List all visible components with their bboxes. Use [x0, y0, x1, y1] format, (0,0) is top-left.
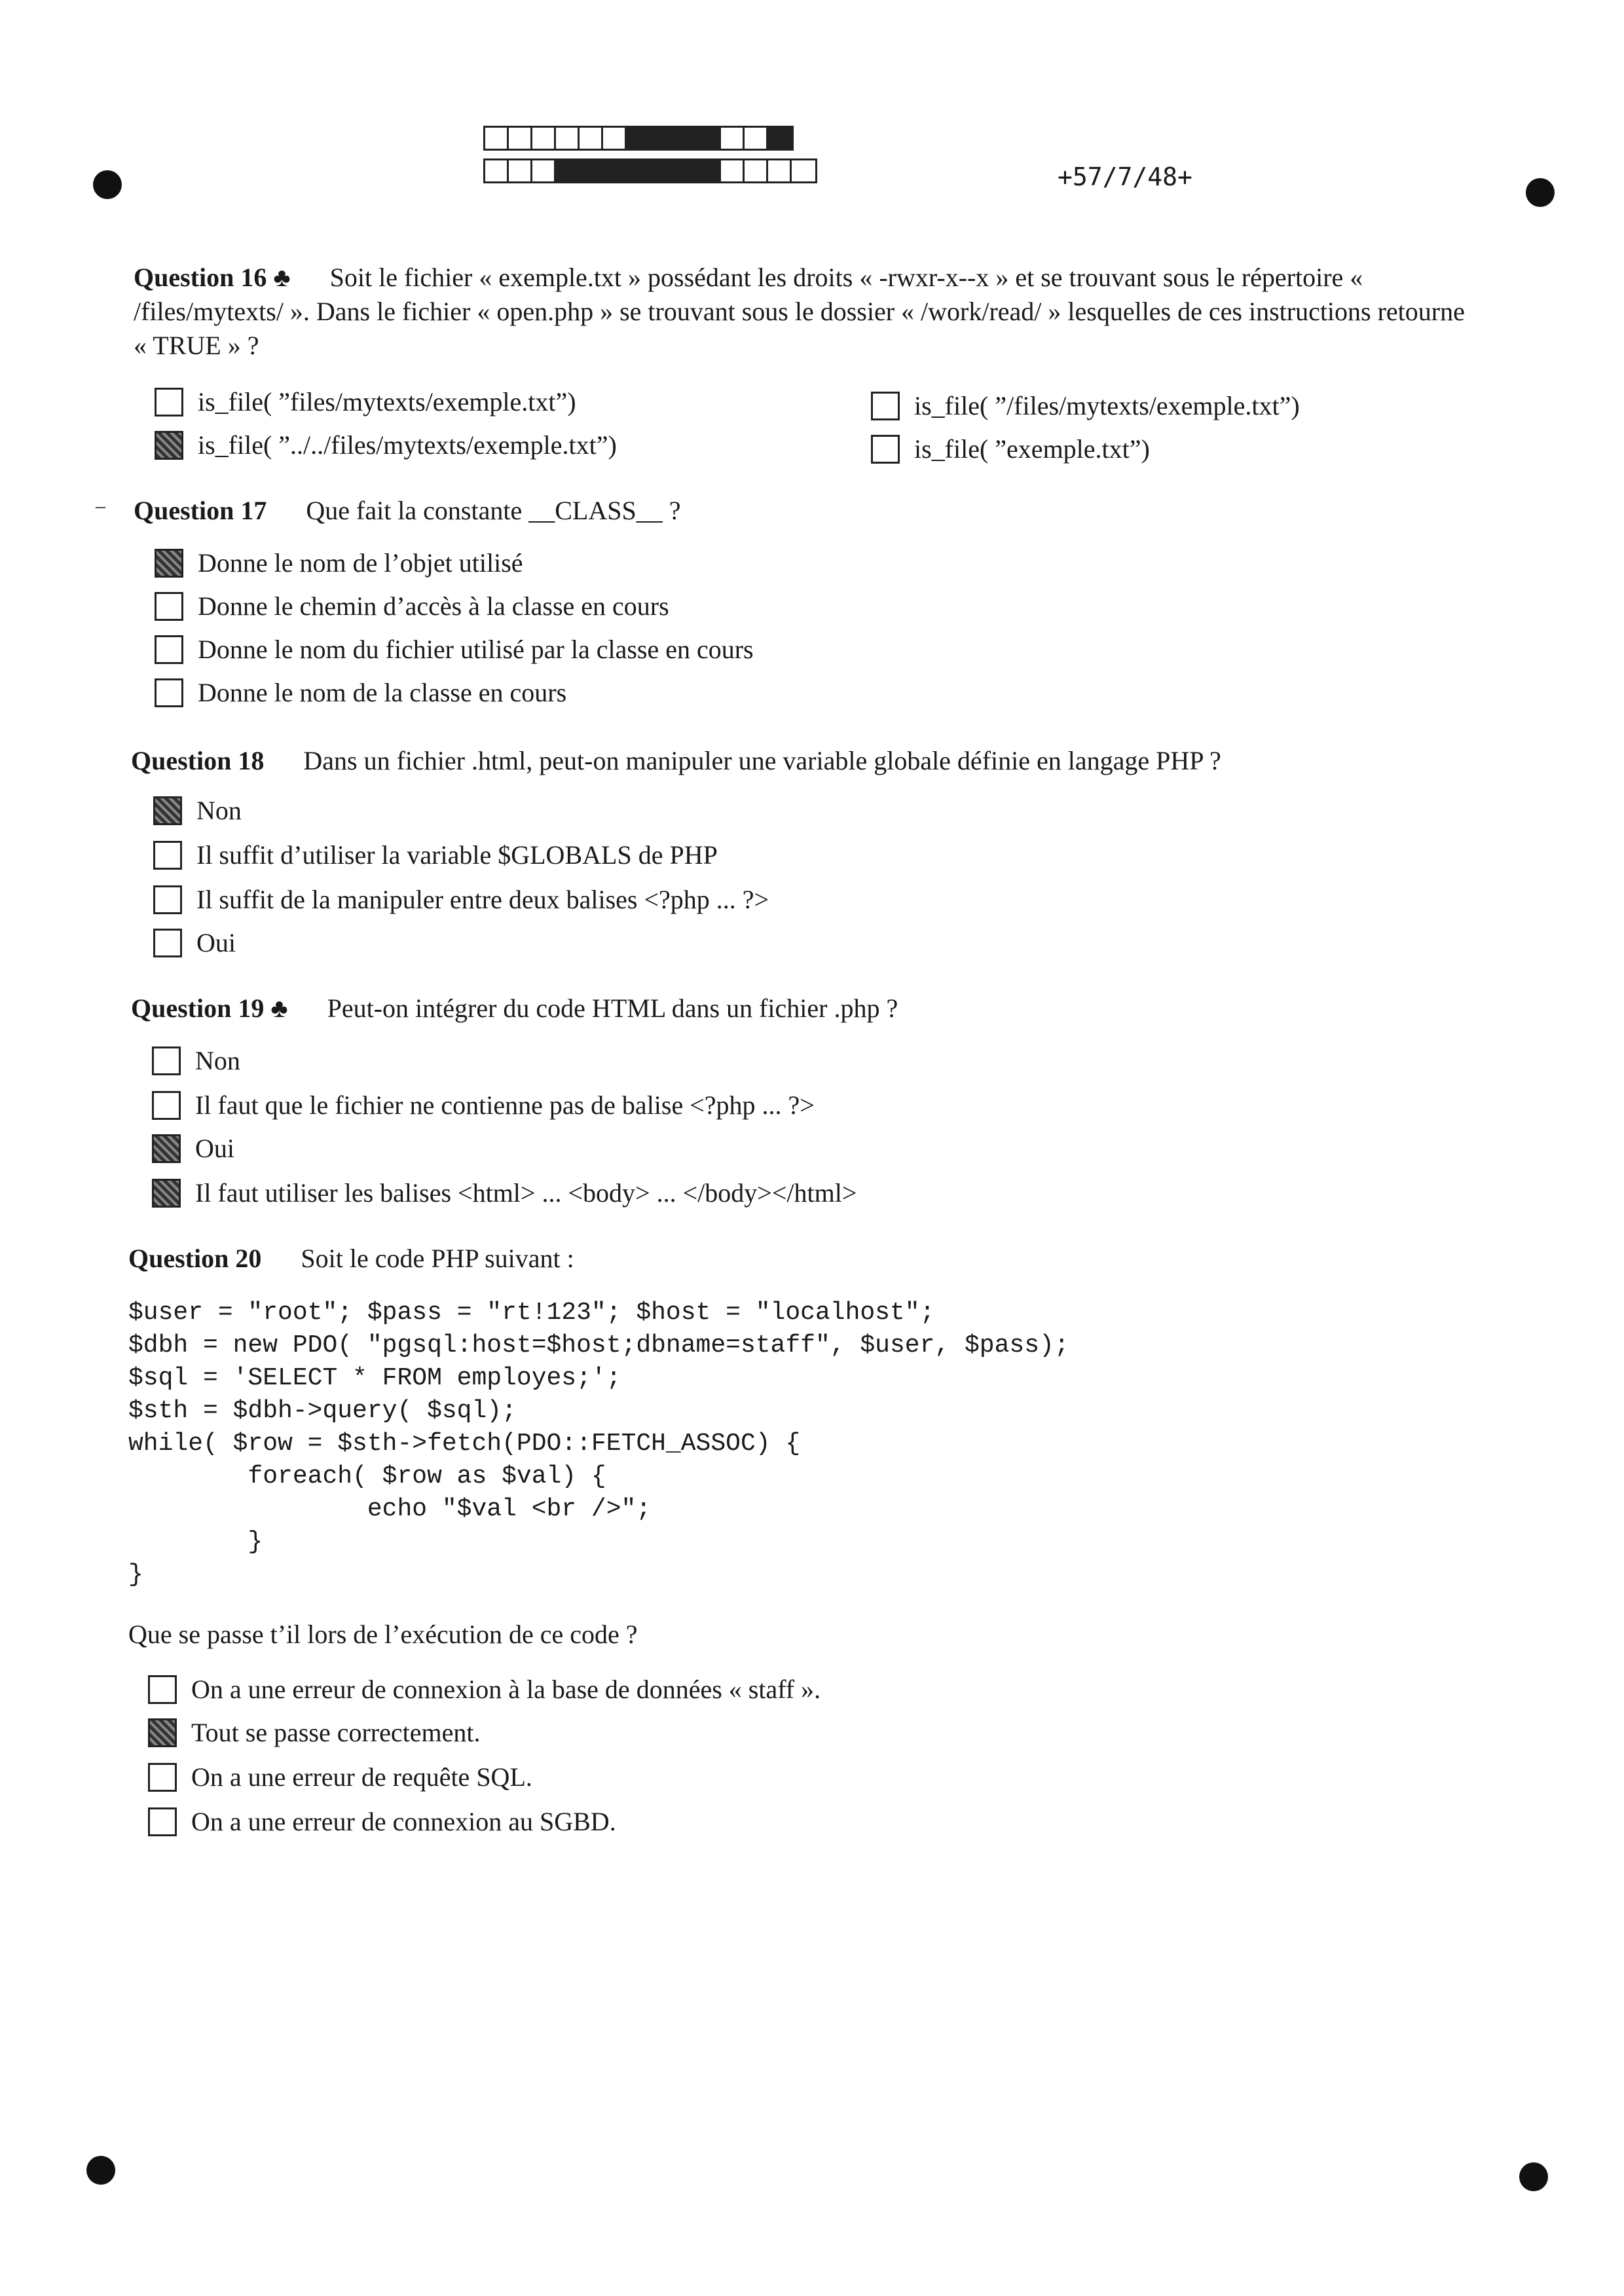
q16-option-1-label: is_file( ”files/mytexts/exemple.txt”) [198, 387, 576, 417]
q17-option-3-checkbox[interactable] [155, 635, 183, 664]
q19-option-4-label: Il faut utiliser les balises <html> ... <body> ... </body></html> [195, 1178, 857, 1208]
q18-option-3-checkbox[interactable] [153, 885, 182, 914]
barcode-row-1-cell [650, 128, 674, 149]
registration-dot-top-left [93, 170, 122, 199]
q18-option-1-label: Non [196, 796, 242, 825]
club-icon: ♣ [273, 263, 291, 292]
barcode-row-2-cell [792, 160, 815, 181]
registration-dot-top-right [1526, 178, 1555, 207]
barcode-row-1-cell [485, 128, 509, 149]
q16-option-2[interactable] [871, 390, 1300, 421]
q18-option-3-label: Il suffit de la manipuler entre deux balises <?php ... ?> [196, 885, 769, 914]
q18-option-1[interactable] [153, 795, 242, 826]
q17-option-2-checkbox[interactable] [155, 592, 183, 621]
question-16-text-line-1: Soit le fichier « exemple.txt » possédant les droits « -rwxr-x--x » et se trouvant sous le répertoire « [329, 263, 1363, 292]
barcode-row-1-cell [721, 128, 745, 149]
question-16-text-line-3: « TRUE » ? [134, 331, 259, 360]
barcode-row-2-cell [745, 160, 768, 181]
question-17-text: Que fait la constante __CLASS__ ? [306, 496, 681, 525]
barcode-row-1-cell [768, 128, 792, 149]
q19-option-4-checkbox[interactable] [152, 1179, 181, 1208]
php-code-block: $user = "root"; $pass = "rt!123"; $host = "localhost"; $dbh = new PDO( "pgsql:host=$host;dbname=staff", $user, $pass); $sql = 'SELECT * FROM employes;'; $sth = $dbh->query( $sql); while( $row = $sth->fetch(PDO::FETCH_ASSOC) { foreach( $row as $val) { echo "$val <br />"; } } [128, 1299, 1069, 1589]
q18-option-4-label: Oui [196, 928, 236, 957]
q16-option-1-checkbox[interactable] [155, 388, 183, 417]
question-18-text: Dans un fichier .html, peut-on manipuler une variable globale définie en langage PHP ? [303, 746, 1221, 775]
barcode-row-1 [483, 126, 794, 151]
q16-option-3[interactable] [155, 430, 617, 460]
q16-option-1[interactable] [155, 386, 576, 417]
question-16-title: Question 16 [134, 263, 267, 292]
q20-option-4[interactable] [148, 1806, 616, 1837]
q19-option-1-label: Non [195, 1046, 240, 1075]
q17-option-1-label: Donne le nom de l’objet utilisé [198, 548, 523, 578]
q20-option-2[interactable] [148, 1717, 480, 1748]
question-19-text: Peut-on intégrer du code HTML dans un fichier .php ? [327, 993, 898, 1023]
q18-option-2-checkbox[interactable] [153, 841, 182, 870]
q16-option-4-label: is_file( ”exemple.txt”) [914, 434, 1150, 464]
question-20-followup: Que se passe t’il lors de l’exécution de ce code ? [128, 1620, 638, 1649]
q17-option-1-checkbox[interactable] [155, 549, 183, 578]
q20-option-2-checkbox[interactable] [148, 1718, 177, 1747]
barcode-row-2-cell [627, 160, 650, 181]
barcode-row-1-cell [556, 128, 580, 149]
q20-option-3-label: On a une erreur de requête SQL. [191, 1762, 532, 1792]
barcode-row-2-cell [485, 160, 509, 181]
q18-option-4[interactable] [153, 927, 236, 958]
q20-option-3-checkbox[interactable] [148, 1763, 177, 1792]
q19-option-4[interactable] [152, 1177, 857, 1208]
question-19-title: Question 19 [131, 993, 265, 1023]
barcode-row-1-cell [674, 128, 697, 149]
q20-option-3[interactable] [148, 1762, 532, 1792]
q19-option-3-checkbox[interactable] [152, 1134, 181, 1163]
barcode-row-1-cell [603, 128, 627, 149]
q17-option-1[interactable] [155, 547, 523, 578]
q20-option-2-label: Tout se passe correctement. [191, 1718, 481, 1747]
barcode-row-2 [483, 158, 817, 183]
barcode-row-1-cell [697, 128, 721, 149]
q16-option-2-label: is_file( ”/files/mytexts/exemple.txt”) [914, 391, 1300, 420]
q20-option-1[interactable] [148, 1674, 821, 1705]
barcode-row-1-cell [745, 128, 768, 149]
q16-option-3-checkbox[interactable] [155, 431, 183, 460]
barcode-row-1-cell [627, 128, 650, 149]
q19-option-1-checkbox[interactable] [152, 1046, 181, 1075]
q16-option-2-checkbox[interactable] [871, 392, 900, 420]
barcode-row-2-cell [556, 160, 580, 181]
question-17-title: Question 17 [134, 496, 267, 525]
question-17 [134, 494, 680, 528]
q20-option-4-checkbox[interactable] [148, 1807, 177, 1836]
barcode-row-2-cell [603, 160, 627, 181]
barcode-row-2-cell [580, 160, 603, 181]
question-16-text-line-2: /files/mytexts/ ». Dans le fichier « open.php » se trouvant sous le dossier « /work/read/ » lesquelles de ces instructions retourne [134, 297, 1465, 326]
q16-option-4[interactable] [871, 434, 1150, 464]
question-20-text: Soit le code PHP suivant : [301, 1244, 574, 1273]
q19-option-2-checkbox[interactable] [152, 1091, 181, 1120]
q17-option-3[interactable] [155, 634, 754, 665]
q16-option-4-checkbox[interactable] [871, 435, 900, 464]
barcode-row-2-cell [768, 160, 792, 181]
registration-dot-bottom-right [1519, 2162, 1548, 2191]
q20-option-1-label: On a une erreur de connexion à la base de données « staff ». [191, 1675, 821, 1704]
question-19 [131, 991, 898, 1026]
question-16 [134, 261, 1535, 363]
question-18-title: Question 18 [131, 746, 265, 775]
q18-option-2[interactable] [153, 840, 718, 870]
question-20 [128, 1242, 574, 1276]
q19-option-1[interactable] [152, 1045, 240, 1076]
q17-option-3-label: Donne le nom du fichier utilisé par la classe en cours [198, 635, 754, 664]
q19-option-3-label: Oui [195, 1134, 234, 1163]
q18-option-4-checkbox[interactable] [153, 929, 182, 957]
barcode-row-2-cell [674, 160, 697, 181]
barcode-row-2-cell [509, 160, 532, 181]
q20-option-4-label: On a une erreur de connexion au SGBD. [191, 1807, 616, 1836]
q18-option-3[interactable] [153, 884, 769, 915]
barcode-row-2-cell [532, 160, 556, 181]
q16-option-3-label: is_file( ”../../files/mytexts/exemple.txt”) [198, 430, 617, 460]
barcode-row-2-cell [697, 160, 721, 181]
q17-option-4[interactable] [155, 677, 566, 708]
registration-dot-bottom-left [86, 2156, 115, 2185]
club-icon: ♣ [270, 993, 288, 1023]
q19-option-2[interactable] [152, 1090, 815, 1120]
barcode-row-1-cell [580, 128, 603, 149]
barcode-row-1-cell [509, 128, 532, 149]
q17-option-2[interactable] [155, 591, 669, 621]
barcode-row-1-cell [532, 128, 556, 149]
q17-option-4-label: Donne le nom de la classe en cours [198, 678, 567, 707]
question-20-title: Question 20 [128, 1244, 262, 1273]
page-id: +57/7/48+ [1058, 162, 1192, 191]
barcode-row-2-cell [650, 160, 674, 181]
q18-option-2-label: Il suffit d’utiliser la variable $GLOBALS de PHP [196, 840, 718, 870]
q19-option-3[interactable] [152, 1133, 234, 1164]
q17-option-4-checkbox[interactable] [155, 678, 183, 707]
question-18 [131, 744, 1221, 778]
q17-option-2-label: Donne le chemin d’accès à la classe en cours [198, 591, 669, 621]
q19-option-2-label: Il faut que le fichier ne contienne pas de balise <?php ... ?> [195, 1090, 815, 1120]
q20-option-1-checkbox[interactable] [148, 1675, 177, 1704]
barcode-row-2-cell [721, 160, 745, 181]
q18-option-1-checkbox[interactable] [153, 796, 182, 825]
stray-mark: – [96, 495, 105, 517]
